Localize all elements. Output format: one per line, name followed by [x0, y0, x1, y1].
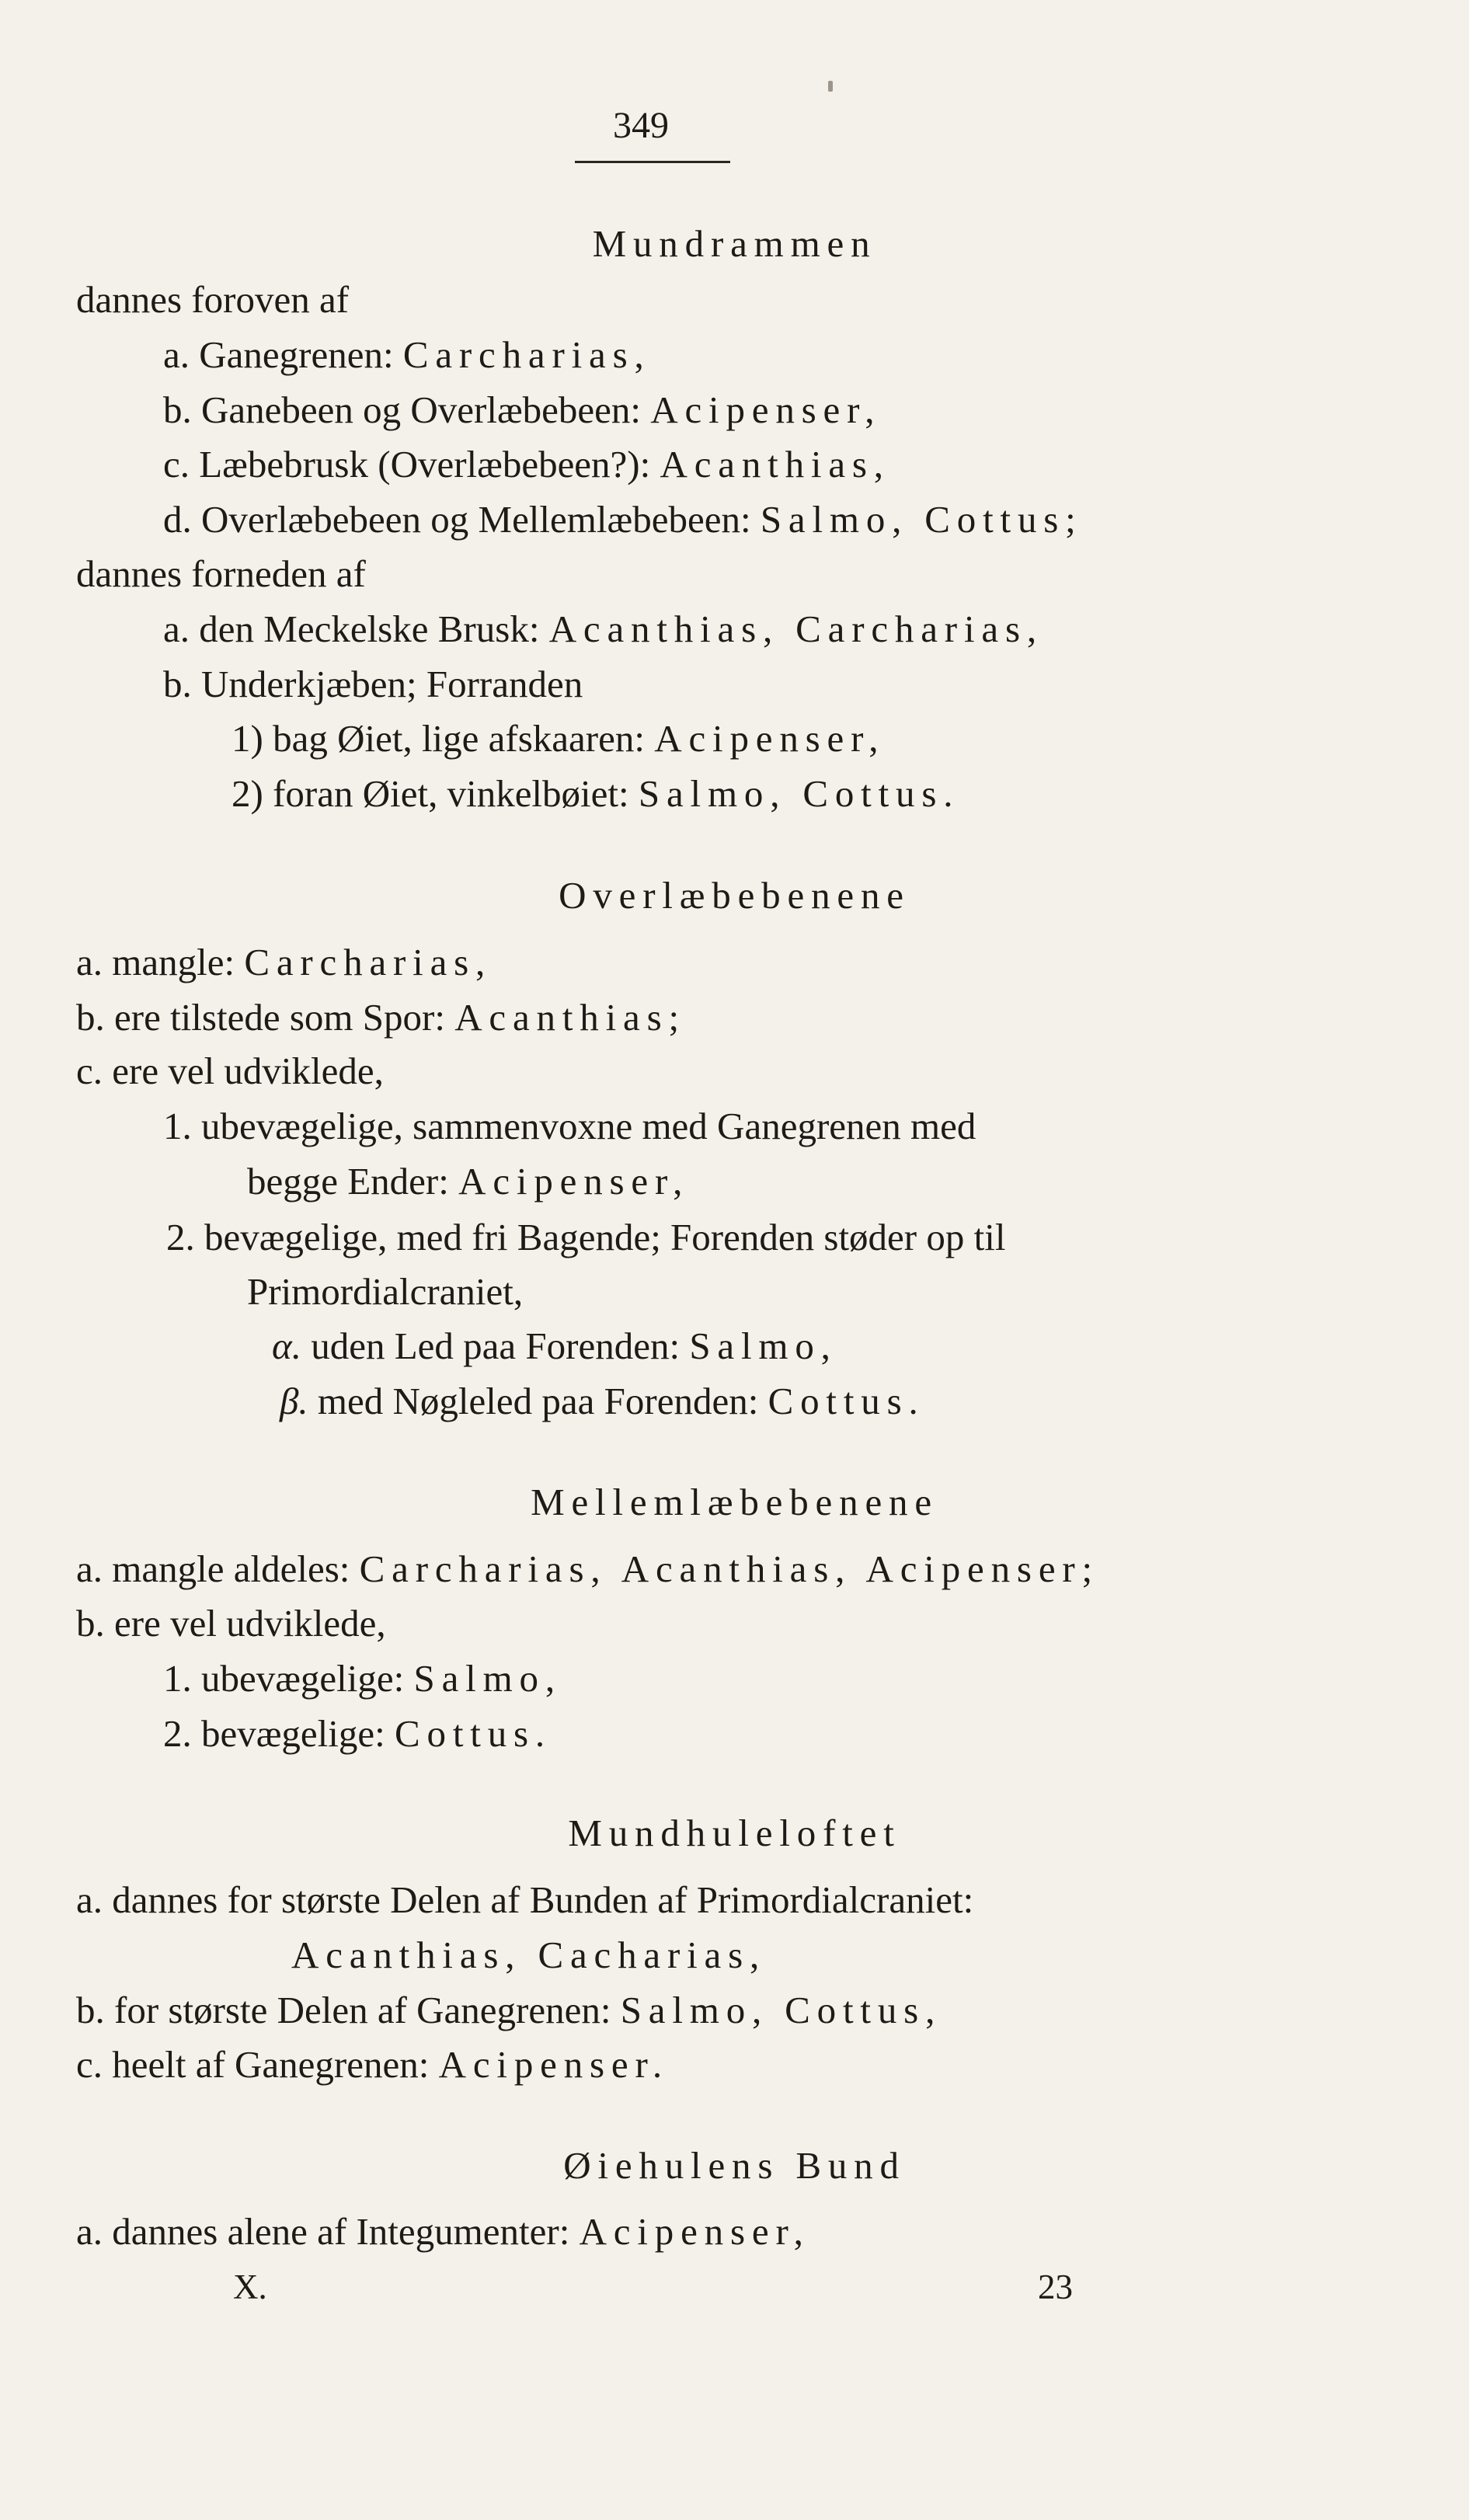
list-item: b. Ganebeen og Overlæbebeen: Acipenser, — [163, 388, 882, 431]
item-label: a. — [163, 607, 190, 650]
text-line: Acanthias, Cacharias, — [291, 1934, 767, 1976]
list-item: α. uden Led paa Forenden: Salmo, — [272, 1324, 837, 1367]
list-item: a. dannes alene af Integumenter: Acipenser, — [76, 2210, 810, 2253]
page-number: 349 — [613, 105, 669, 146]
page-number-rule — [575, 161, 730, 163]
item-label: c. — [76, 2043, 103, 2086]
list-item: 2. bevægelige, med fri Bagende; Forenden støder op til — [166, 1216, 1006, 1258]
item-label: β. — [280, 1380, 308, 1422]
section-heading: Øiehulens Bund — [563, 2144, 906, 2187]
list-item: 1. ubevægelige: Salmo, — [163, 1657, 562, 1700]
list-item: b. for største Delen af Ganegrenen: Salmo, Cottus, — [76, 1989, 942, 2031]
text-line: dannes foroven af — [76, 278, 350, 321]
item-label: b. — [163, 388, 192, 431]
list-item: 2. bevægelige: Cottus. — [163, 1712, 552, 1755]
list-item: b. ere vel udviklede, — [76, 1602, 386, 1645]
item-label: b. — [163, 663, 192, 705]
section-heading: Mellemlæbebenene — [531, 1481, 938, 1523]
text-line: Primordialcraniet, — [247, 1270, 524, 1313]
list-item: a. mangle: Carcharias, — [76, 941, 493, 983]
list-item: 1. ubevægelige, sammenvoxne med Ganegrenen med — [163, 1105, 976, 1147]
list-item: a. dannes for største Delen af Bunden af Primordialcraniet: — [76, 1878, 974, 1921]
item-label: 1. — [163, 1657, 192, 1700]
section-heading: Mundrammen — [592, 222, 877, 265]
item-label: a. — [76, 941, 103, 983]
item-label: 2. — [163, 1712, 192, 1755]
list-item: 1) bag Øiet, lige afskaaren: Acipenser, — [231, 717, 886, 760]
item-label: b. — [76, 1989, 105, 2031]
item-label: 2) — [231, 772, 263, 815]
list-item: a. den Meckelske Brusk: Acanthias, Carcharias, — [163, 607, 1043, 650]
item-label: 2. — [166, 1216, 195, 1258]
item-label: α. — [272, 1324, 301, 1367]
text-line: begge Ender: Acipenser, — [247, 1160, 690, 1203]
list-item: b. ere tilstede som Spor: Acanthias; — [76, 996, 686, 1039]
item-label: 1) — [231, 717, 263, 760]
item-label: d. — [163, 498, 192, 541]
section-heading: Mundhuleloftet — [568, 1812, 901, 1854]
list-item: c. ere vel udviklede, — [76, 1049, 384, 1092]
paper-speck — [828, 81, 833, 92]
item-label: 1. — [163, 1105, 192, 1147]
item-label: c. — [76, 1049, 103, 1092]
list-item: β. med Nøgleled paa Forenden: Cottus. — [280, 1380, 925, 1422]
item-label: c. — [163, 443, 190, 486]
list-item: c. Læbebrusk (Overlæbebeen?): Acanthias, — [163, 443, 890, 486]
list-item: a. Ganegrenen: Carcharias, — [163, 333, 651, 376]
section-heading: Overlæbebenene — [559, 874, 910, 917]
list-item: b. Underkjæben; Forranden — [163, 663, 583, 705]
item-label: a. — [76, 1547, 103, 1590]
list-item: a. mangle aldeles: Carcharias, Acanthias, Acipenser; — [76, 1547, 1099, 1590]
signature-mark: X. — [233, 2268, 267, 2306]
list-item: 2) foran Øiet, vinkelbøiet: Salmo, Cottus. — [231, 772, 960, 815]
list-item: c. heelt af Ganegrenen: Acipenser. — [76, 2043, 669, 2086]
item-label: a. — [163, 333, 190, 376]
item-label: b. — [76, 1602, 105, 1645]
text-line: dannes forneden af — [76, 552, 366, 595]
item-label: b. — [76, 996, 105, 1039]
item-label: a. — [76, 1878, 103, 1921]
sheet-number: 23 — [1038, 2268, 1073, 2306]
item-label: a. — [76, 2210, 103, 2253]
list-item: d. Overlæbebeen og Mellemlæbebeen: Salmo, Cottus; — [163, 498, 1083, 541]
